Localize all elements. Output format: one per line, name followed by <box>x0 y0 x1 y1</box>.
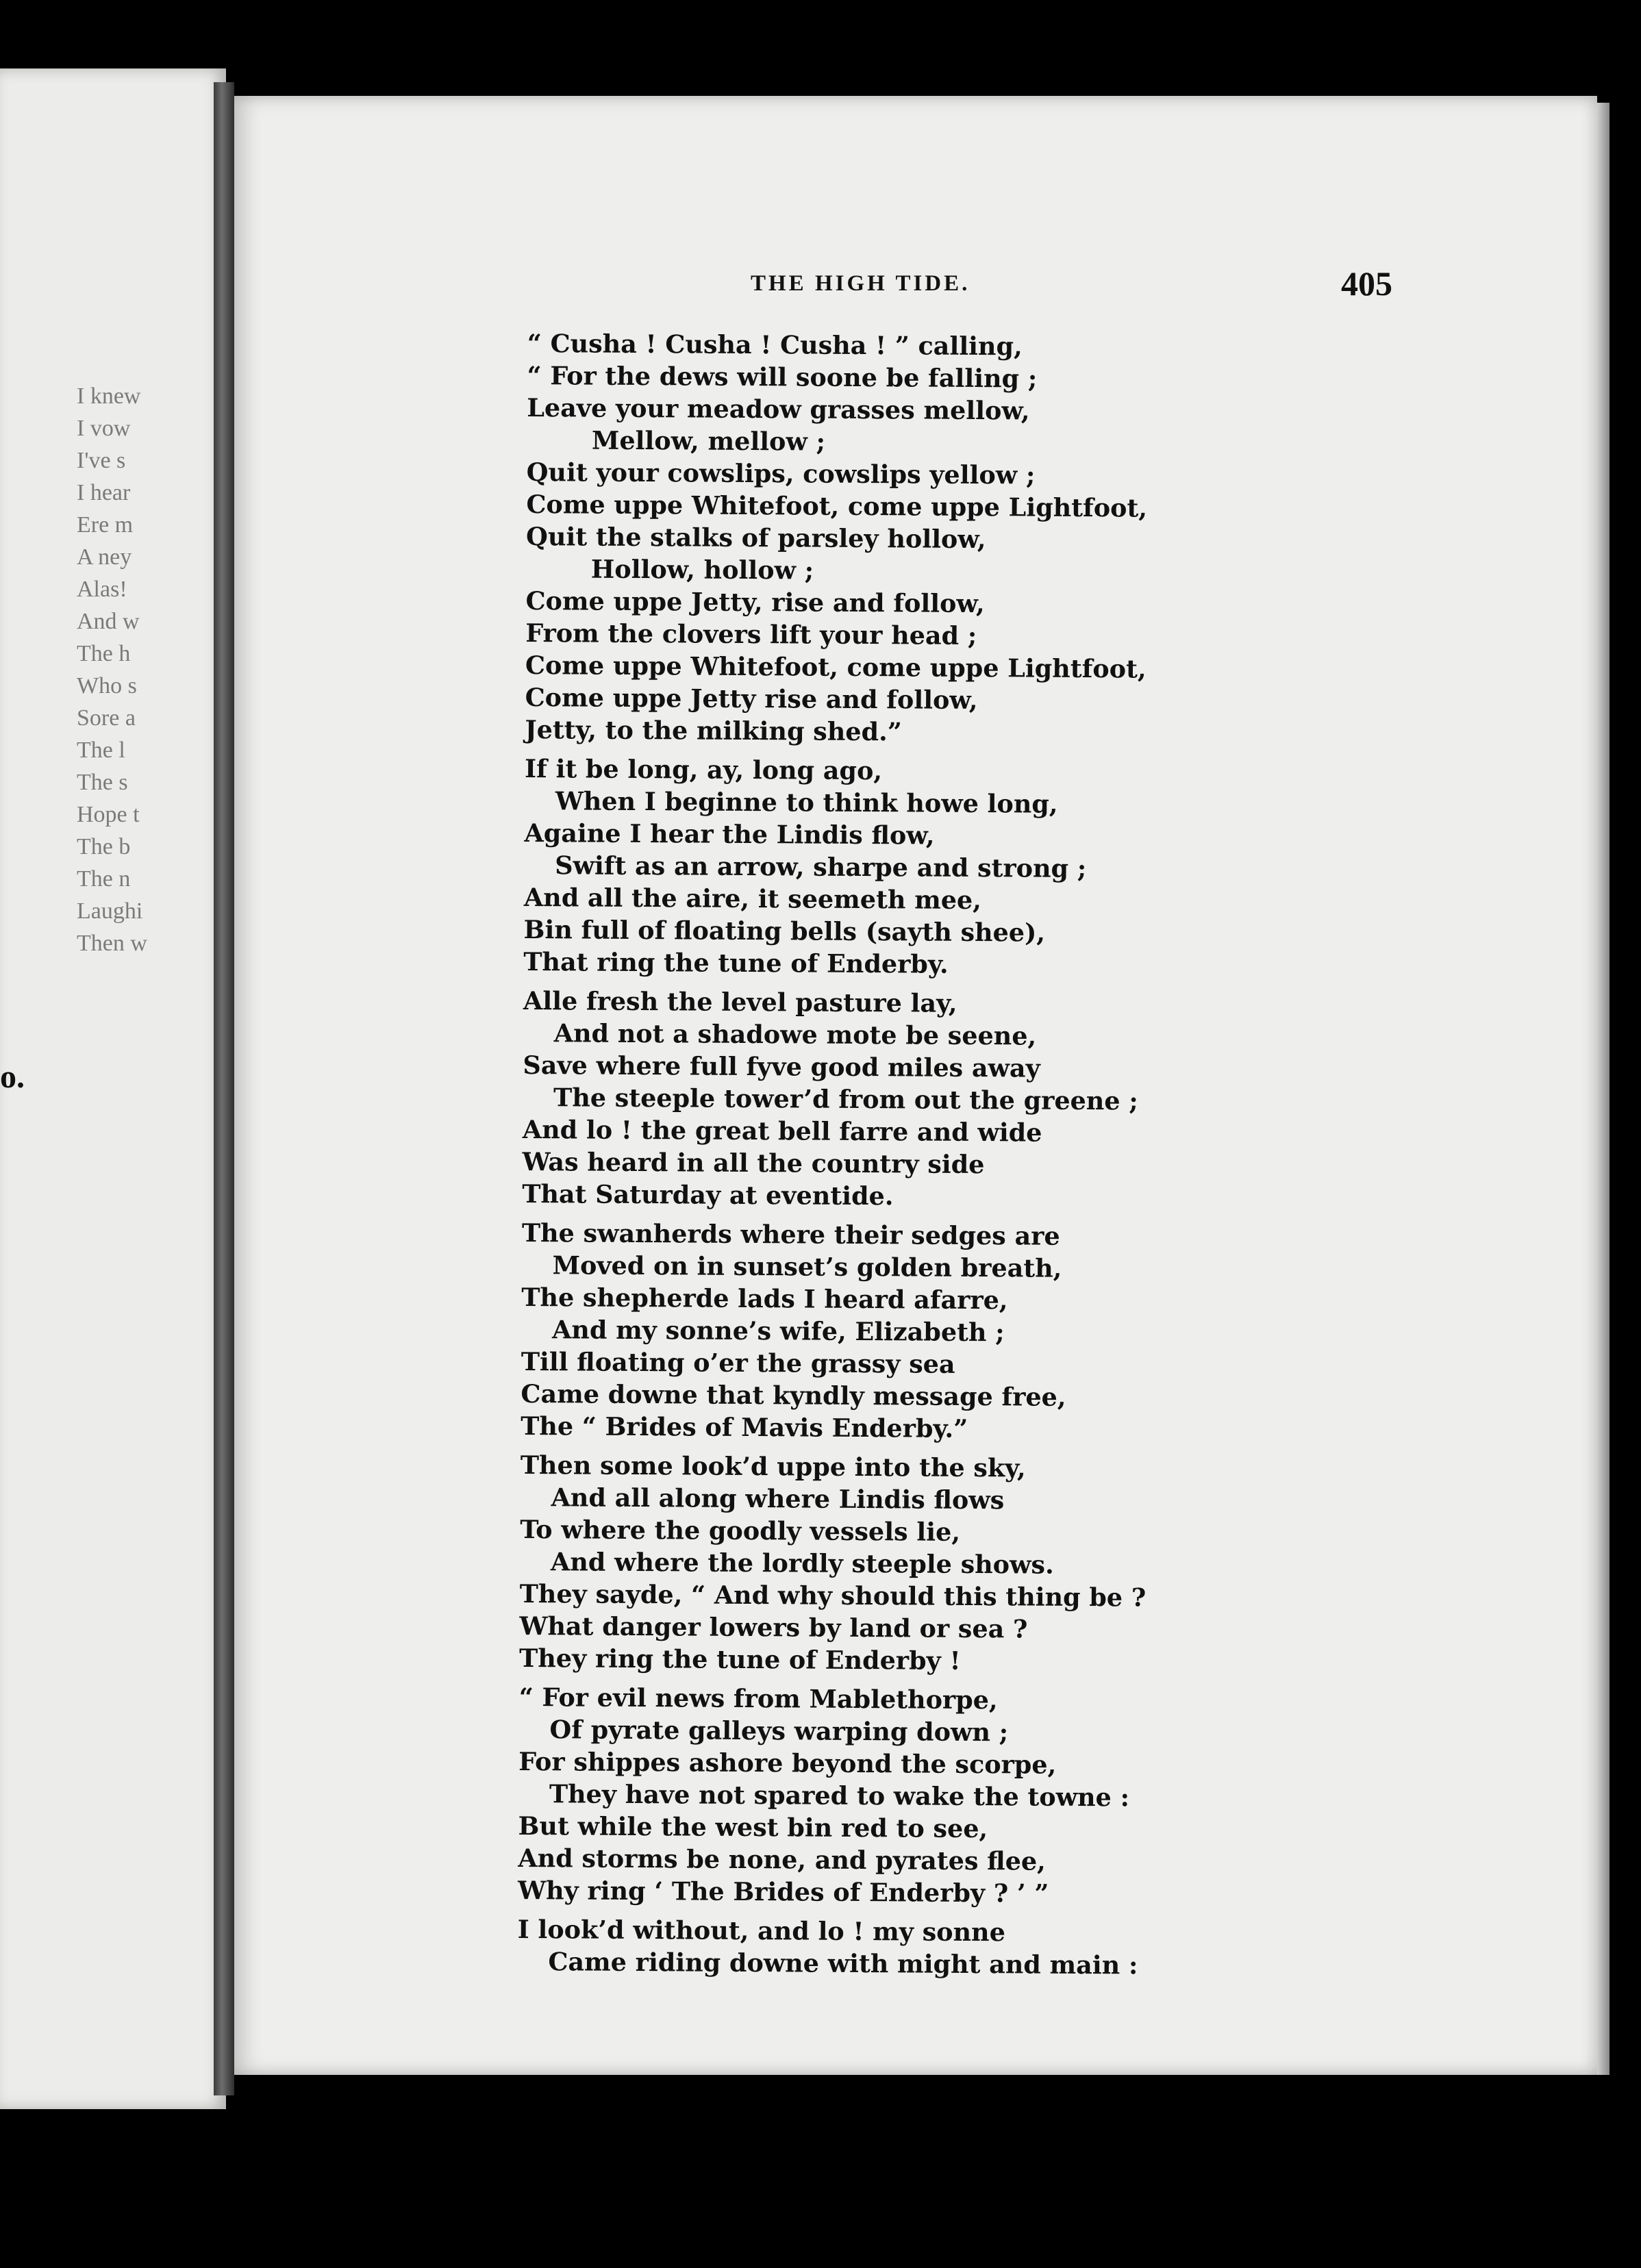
running-head: THE HIGH TIDE. <box>751 271 970 296</box>
poem-line: Came riding downe with might and main : <box>548 1947 1138 1980</box>
poem-stanza <box>518 1681 1211 1911</box>
left-margin-letter: o. <box>0 1059 25 1095</box>
poem-line: For shippes ashore beyond the scorpe, <box>518 1746 1057 1780</box>
poem-line: Quit the stalks of parsley hollow, <box>526 521 986 555</box>
poem-line: Bin full of floating bells (sayth shee), <box>523 914 1046 948</box>
left-page-line: Ere m <box>77 512 134 538</box>
poem-line: Till floating o’er the grassy sea <box>521 1346 955 1379</box>
poem-line: “ Cusha ! Cusha ! Cusha ! ” calling, <box>527 328 1023 362</box>
poem-line: Leave your meadow grasses mellow, <box>527 392 1030 426</box>
poem-line: And my sonne’s wife, Elizabeth ; <box>551 1315 1005 1348</box>
poem-line: And not a shadowe mote be seene, <box>553 1018 1037 1051</box>
poem-stanza <box>517 1913 1210 1982</box>
poem-line: Came downe that kyndly message free, <box>521 1378 1066 1412</box>
poem-line: And lo ! the great bell farre and wide <box>522 1114 1042 1148</box>
page-edge-shadow <box>1597 103 1609 2075</box>
left-page-line: The h <box>77 641 131 666</box>
poem-line: Swift as an arrow, sharpe and strong ; <box>555 850 1087 884</box>
poem-line: Againe I hear the Lindis flow, <box>524 818 935 850</box>
poem-line: They have not spared to wake the towne : <box>549 1779 1130 1813</box>
left-page-line: The n <box>77 866 131 892</box>
poem-line: Then some look’d uppe into the sky, <box>520 1450 1026 1483</box>
book-spine <box>214 82 234 2095</box>
poem-line: Quit your cowslips, cowslips yellow ; <box>526 457 1036 490</box>
left-page-line: Alas! <box>77 577 127 602</box>
poem-stanza <box>519 1449 1212 1678</box>
poem-line: “ For evil news from Mablethorpe, <box>518 1682 998 1715</box>
poem-line: Jetty, to the milking shed.” <box>525 714 902 747</box>
poem-line: Save where full fyve good miles away <box>523 1050 1040 1083</box>
poem-line: Moved on in sunset’s golden breath, <box>552 1250 1062 1283</box>
poem-line: And storms be none, and pyrates flee, <box>518 1843 1046 1876</box>
poem-line: Hollow, hollow ; <box>590 554 814 585</box>
poem-line: Was heard in all the country side <box>522 1146 985 1180</box>
left-page-line: The l <box>77 738 125 763</box>
left-page-line: Hope t <box>77 802 140 827</box>
poem-line: And all along where Lindis flows <box>551 1483 1005 1515</box>
left-page-line: I hear <box>77 480 131 505</box>
poem-line: And where the lordly steeple shows. <box>550 1547 1054 1580</box>
left-page-line: The b <box>77 834 131 859</box>
left-page-line: I knew <box>77 383 141 409</box>
poem-line: The “ Brides of Mavis Enderby.” <box>521 1411 968 1444</box>
poem-line: The steeple tower’d from out the greene ; <box>553 1083 1138 1116</box>
poem-line: Come uppe Whitefoot, come uppe Lightfoot, <box>525 650 1147 684</box>
poem-line: Come uppe Whitefoot, come uppe Lightfoot, <box>526 489 1148 523</box>
poem-line: “ For the dews will soone be falling ; <box>527 360 1038 394</box>
left-page-line: Sore a <box>77 705 136 731</box>
poem-line: To where the goodly vessels lie, <box>520 1514 961 1547</box>
poem-line: Mellow, mellow ; <box>591 425 826 457</box>
left-page-edge <box>0 68 226 2109</box>
poem-line: Come uppe Jetty, rise and follow, <box>525 585 985 619</box>
poem-line: Of pyrate galleys warping down ; <box>549 1715 1009 1748</box>
poem-stanza <box>523 753 1216 982</box>
poem-line: That ring the tune of Enderby. <box>523 946 949 979</box>
poem-line: Come uppe Jetty rise and follow, <box>525 682 978 716</box>
left-page-line: I vow <box>77 416 131 441</box>
left-page-text <box>77 380 147 959</box>
left-page-line: Then w <box>77 931 147 956</box>
page-number: 405 <box>1341 264 1392 303</box>
poem-line: They sayde, “ And why should this thing be ? <box>519 1578 1147 1613</box>
poem-line: They ring the tune of Enderby ! <box>518 1643 961 1676</box>
poem-body <box>517 327 1219 1989</box>
left-page-line: I've s <box>77 448 126 473</box>
poem-line: I look’d without, and lo ! my sonne <box>517 1914 1006 1948</box>
poem-stanza <box>522 985 1215 1214</box>
left-page-line: The s <box>77 770 128 795</box>
left-page-line: Laughi <box>77 898 143 924</box>
poem-line: But while the west bin red to see, <box>518 1811 988 1844</box>
poem-line: And all the aire, it seemeth mee, <box>523 882 982 916</box>
poem-line: From the clovers lift your head ; <box>525 618 977 651</box>
poem-line: The swanherds where their sedges are <box>521 1218 1060 1251</box>
poem-line: What danger lowers by land or sea ? <box>519 1611 1028 1644</box>
poem-line: When I beginne to think howe long, <box>555 786 1058 819</box>
poem-line: The shepherde lads I heard afarre, <box>521 1282 1008 1315</box>
poem-stanza <box>525 327 1219 750</box>
left-page-line: Who s <box>77 673 137 698</box>
left-page-line: And w <box>77 609 140 634</box>
poem-line: That Saturday at eventide. <box>522 1179 894 1211</box>
poem-line: Alle fresh the level pasture lay, <box>523 985 957 1018</box>
left-page-line: A ney <box>77 544 132 570</box>
poem-line: Why ring ‘ The Brides of Enderby ? ’ ” <box>517 1875 1049 1908</box>
poem-line: If it be long, ay, long ago, <box>524 753 883 786</box>
poem-stanza <box>521 1217 1214 1446</box>
